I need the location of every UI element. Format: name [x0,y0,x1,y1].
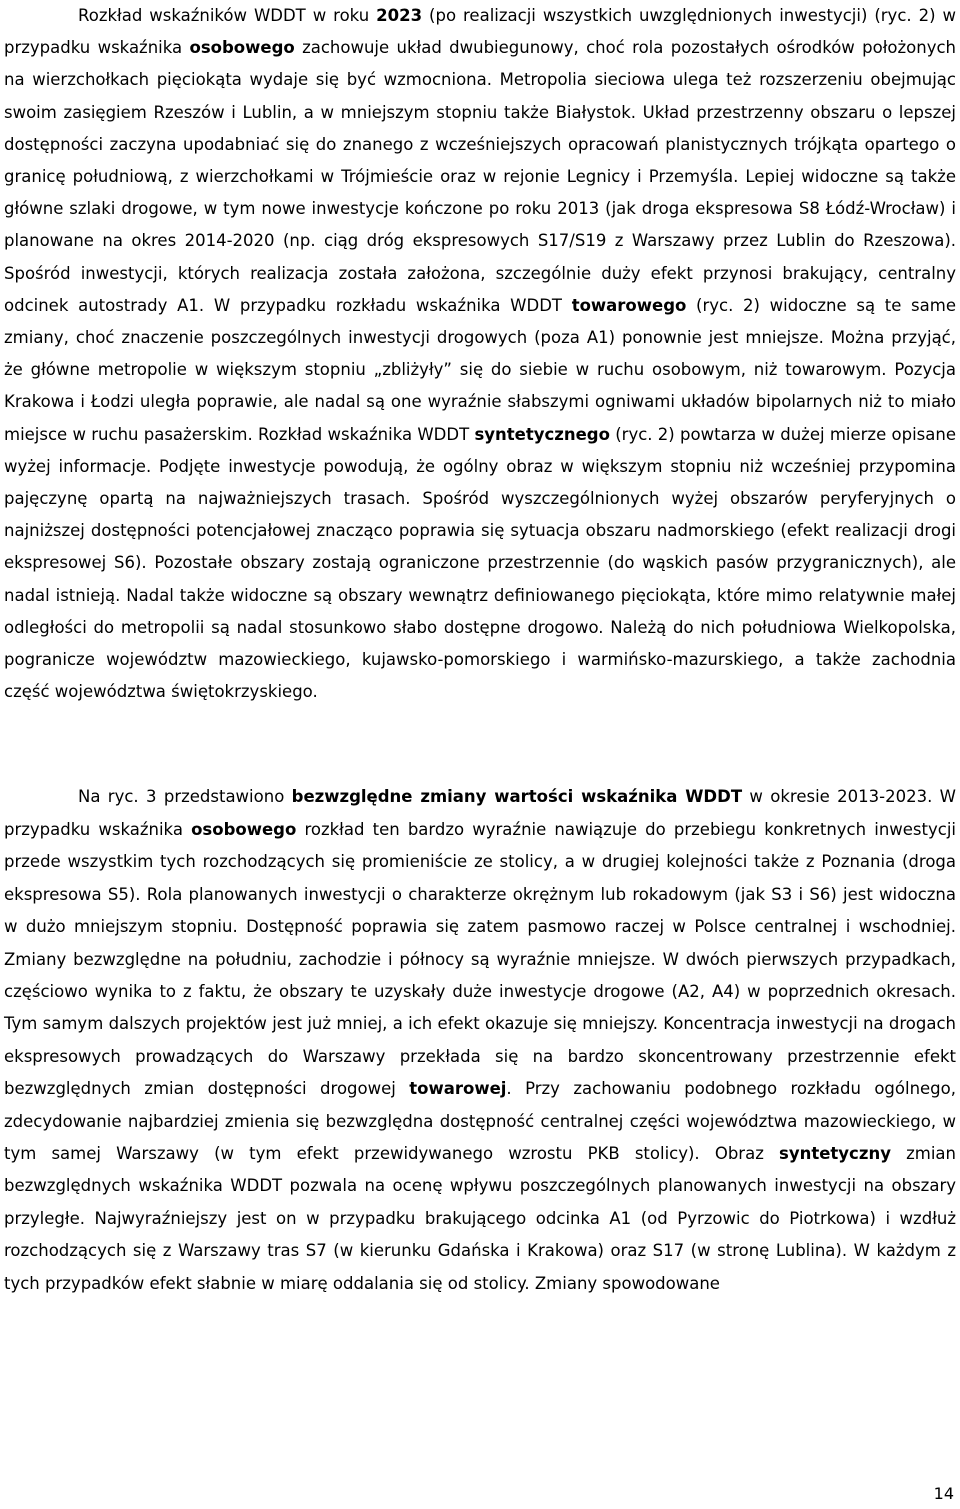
document-page [4,0,956,1300]
text-run: zachowuje układ dwubiegunowy, choć rola pozostałych ośrodków położonych na wierzchołkach pięciokąta wydaje się być wzmocniona. Metropolia sieciowa ulega też rozszerzeniu obejmując swoim zasięgiem Rzeszów i Lublin, a w mniejszym stopniu także Białystok. Układ przestrzenny obszaru o lepszej dostępności zaczyna upodabniać się do znanego z wcześniejszych opracowań planistycznych trójkąta opartego o granicę południową, z wierzchołkami w Trójmieście oraz w rejonie Legnicy i Przemyśla. Lepiej widoczne są także główne szlaki drogowe, w tym nowe inwestycje kończone po roku 2013 (jak droga ekspresowa S8 Łódź-Wrocław) i planowane na okres 2014-2020 (np. ciąg dróg ekspresowych S17/S19 z Warszawy przez Lublin do Rzeszowa). Spośród inwestycji, których realizacja została założona, szczególnie duży efekt przynosi brakujący, centralny odcinek autostrady A1. W przypadku rozkładu wskaźnika WDDT [4,38,956,315]
text-run: zmian bezwzględnych wskaźnika WDDT pozwala na ocenę wpływu poszczególnych planowanych inwestycji na obszary przyległe. Najwyraźniejszy jest on w przypadku brakującego odcinka A1 (od Pyrzowic do Piotrkowa) i wzdłuż rozchodzących się z Warszawy tras S7 (w kierunku Gdańska i Krakowa) oraz S17 (w stronę Lublina). W każdym z tych przypadków efekt słabnie w miarę oddalania się od stolicy. Zmiany spowodowane [4,1143,956,1293]
bold-text-run: syntetyczny [779,1143,891,1163]
bold-text-run: 2023 [376,6,423,25]
paragraph-1 [4,0,956,708]
bold-text-run: towarowego [571,295,687,315]
paragraph-1-text [4,6,956,701]
text-run: . Przy zachowaniu podobnego rozkładu ogólnego, zdecydowanie najbardziej zmienia się bezwzględna dostępność centralnej części województwa mazowieckiego, w tym samej Warszawy (w tym efekt przewidywanego wzrostu PKB stolicy). Obraz [4,1079,956,1163]
text-run: (ryc. 2) powtarza w dużej mierze opisane wyżej informacje. Podjęte inwestycje powodują, że ogólny obraz w większym stopniu niż wcześniej przypomina pajęczynę opartą na najważniejszych trasach. Spośród wyszczególnionych wyżej obszarów peryferyjnych o najniższej dostępności potencjałowej znacząco poprawia się sytuacja obszaru nadmorskiego (efekt realizacji drogi ekspresowej S6). Pozostałe obszary zostają ograniczone przestrzennie (do wąskich pasów przygranicznych), ale nadal istnieją. Nadal także widoczne są obszary wewnątrz definiowanego pięciokąta, które mimo relatywnie małej odległości do metropolii są nadal stosunkowo słabo dostępne drogowo. Należą do nich południowa Wielkopolska, pogranicze województw mazowieckiego, kujawsko-pomorskiego i warmińsko-mazurskiego, a także zachodnia część województwa świętokrzyskiego. [4,424,956,702]
text-run: rozkład ten bardzo wyraźnie nawiązuje do przebiegu konkretnych inwestycji przede wszystkim tych rozchodzących się promieniście ze stolicy, a w drugiej kolejności także z Poznania (droga ekspresowa S5). Rola planowanych inwestycji o charakterze okrężnym lub rokadowym (jak S3 i S6) jest widoczna w dużo mniejszym stopniu. Dostępność poprawia się zatem pasmowo raczej w Polsce centralnej i wschodniej. Zmiany bezwzględne na południu, zachodzie i północy są wyraźnie mniejsze. W dwóch pierwszych przypadkach, częściowo wynika to z faktu, że obszary te uzyskały duże inwestycje drogowe (A2, A4) w poprzednich okresach. Tym samym dalszych projektów jest już mniej, a ich efekt okazuje się mniejszy. Koncentracja inwestycji na drogach ekspresowych prowadzących do Warszawy przekłada się na bardzo skoncentrowany przestrzennie efekt bezwzględnych zmian dostępności drogowej [4,819,956,1099]
bold-text-run: syntetycznego [474,424,610,444]
bold-text-run: osobowego [191,819,297,839]
text-run: w okresie 2013-2023. W przypadku wskaźnika [4,787,956,839]
bold-text-run: bezwzględne zmiany wartości wskaźnika WDDT [291,787,743,807]
text-run: Na ryc. 3 przedstawiono [78,787,292,807]
text-run: (po realizacji wszystkich uwzględnionych inwestycji) (ryc. 2) w przypadku wskaźnika [4,6,956,58]
paragraph-2-text [4,787,956,1292]
paragraph-2 [4,781,956,1300]
text-run: Rozkład wskaźników WDDT w roku [78,6,377,25]
page-number: 14 [933,1484,954,1503]
text-run: (ryc. 2) widoczne są te same zmiany, choć znaczenie poszczególnych inwestycji drogowych (poza A1) ponownie jest mniejsze. Można przyjąć, że główne metropolie w większym stopniu „zbliżyły” się do siebie w ruchu osobowym, niż towarowym. Pozycja Krakowa i Łodzi uległa poprawie, ale nadal są one wyraźnie słabszymi ogniwami układów bipolarnych niż to miało miejsce w ruchu pasażerskim. Rozkład wskaźnika WDDT [4,295,956,444]
bold-text-run: towarowej [409,1079,507,1099]
bold-text-run: osobowego [189,38,295,58]
